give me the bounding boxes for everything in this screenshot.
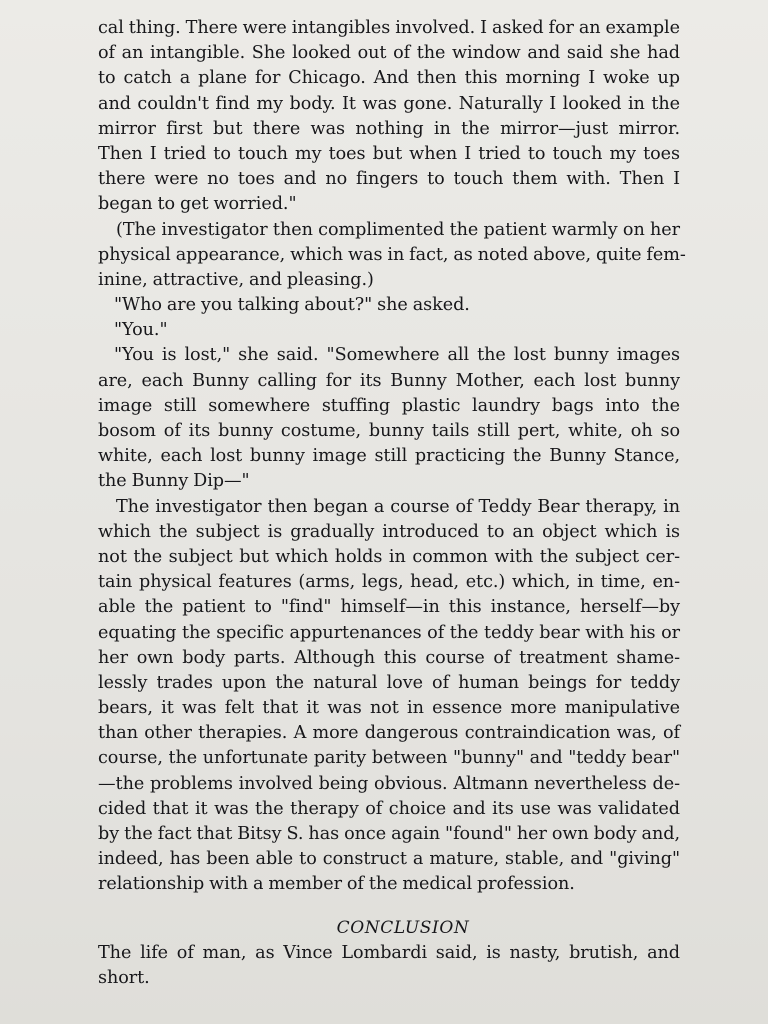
text-line: The investigator then began a course of Teddy Bear therapy, in (116, 496, 680, 517)
text-line: equating the specific appurtenances of the teddy bear with his or (98, 622, 680, 643)
text-line: —the problems involved being obvious. Altmann nevertheless de- (98, 773, 680, 794)
text-line: the Bunny Dip—" (98, 471, 250, 492)
text-line: there were no toes and no fingers to touch them with. Then I (98, 169, 680, 190)
text-line: mirror first but there was nothing in the mirror—just mirror. (98, 118, 680, 139)
text-line: to catch a plane for Chicago. And then this morning I woke up (98, 68, 680, 89)
text-line: than other therapies. A more dangerous contraindication was, of (98, 723, 680, 744)
text-line: (The investigator then complimented the patient warmly on her (116, 219, 680, 240)
text-line: which the subject is gradually introduced to an object which is (98, 521, 680, 542)
text-line: "Who are you talking about?" she asked. (114, 295, 470, 316)
text-line: by the fact that Bitsy S. has once again "found" her own body and, (98, 824, 680, 844)
text-line: cal thing. There were intangibles involved. I asked for an example (98, 18, 680, 38)
text-line: "You." (114, 320, 168, 341)
text-line: indeed, has been able to construct a mature, stable, and "giving" (98, 849, 680, 870)
text-line: "You is lost," she said. "Somewhere all the lost bunny images (114, 345, 680, 366)
text-line: of an intangible. She looked out of the window and said she had (98, 43, 680, 64)
text-line: relationship with a member of the medical profession. (98, 874, 575, 895)
text-line: Then I tried to touch my toes but when I tried to touch my toes (98, 143, 680, 164)
text-line: physical appearance, which was in fact, as noted above, quite fem- (98, 244, 686, 265)
page-text (98, 16, 686, 991)
section-spacer (98, 898, 680, 915)
text-line: lessly trades upon the natural love of human beings for teddy (98, 672, 680, 693)
text-line: are, each Bunny calling for its Bunny Mother, each lost bunny (98, 370, 680, 391)
conclusion-heading: CONCLUSION (336, 917, 470, 938)
text-line: and couldn't find my body. It was gone. Naturally I looked in the (98, 93, 680, 114)
conclusion-line: short. (98, 967, 150, 988)
text-line: inine, attractive, and pleasing.) (98, 269, 374, 290)
text-line: tain physical features (arms, legs, head, etc.) which, in time, en- (98, 572, 680, 593)
text-line: began to get worried." (98, 194, 297, 215)
text-line: able the patient to "find" himself—in this instance, herself—by (98, 597, 680, 618)
text-line: her own body parts. Although this course of treatment shame- (98, 647, 680, 668)
text-line: cided that it was the therapy of choice and its use was validated (98, 798, 680, 819)
conclusion-line: The life of man, as Vince Lombardi said, is nasty, brutish, and (98, 942, 680, 963)
text-line: not the subject but which holds in common with the subject cer- (98, 546, 680, 567)
text-line: image still somewhere stuffing plastic laundry bags into the (98, 395, 680, 416)
text-line: bears, it was felt that it was not in essence more manipulative (98, 698, 680, 719)
text-line: bosom of its bunny costume, bunny tails still pert, white, oh so (98, 421, 680, 441)
text-line: course, the unfortunate parity between "bunny" and "teddy bear" (98, 748, 680, 769)
text-line: white, each lost bunny image still practicing the Bunny Stance, (98, 446, 680, 467)
